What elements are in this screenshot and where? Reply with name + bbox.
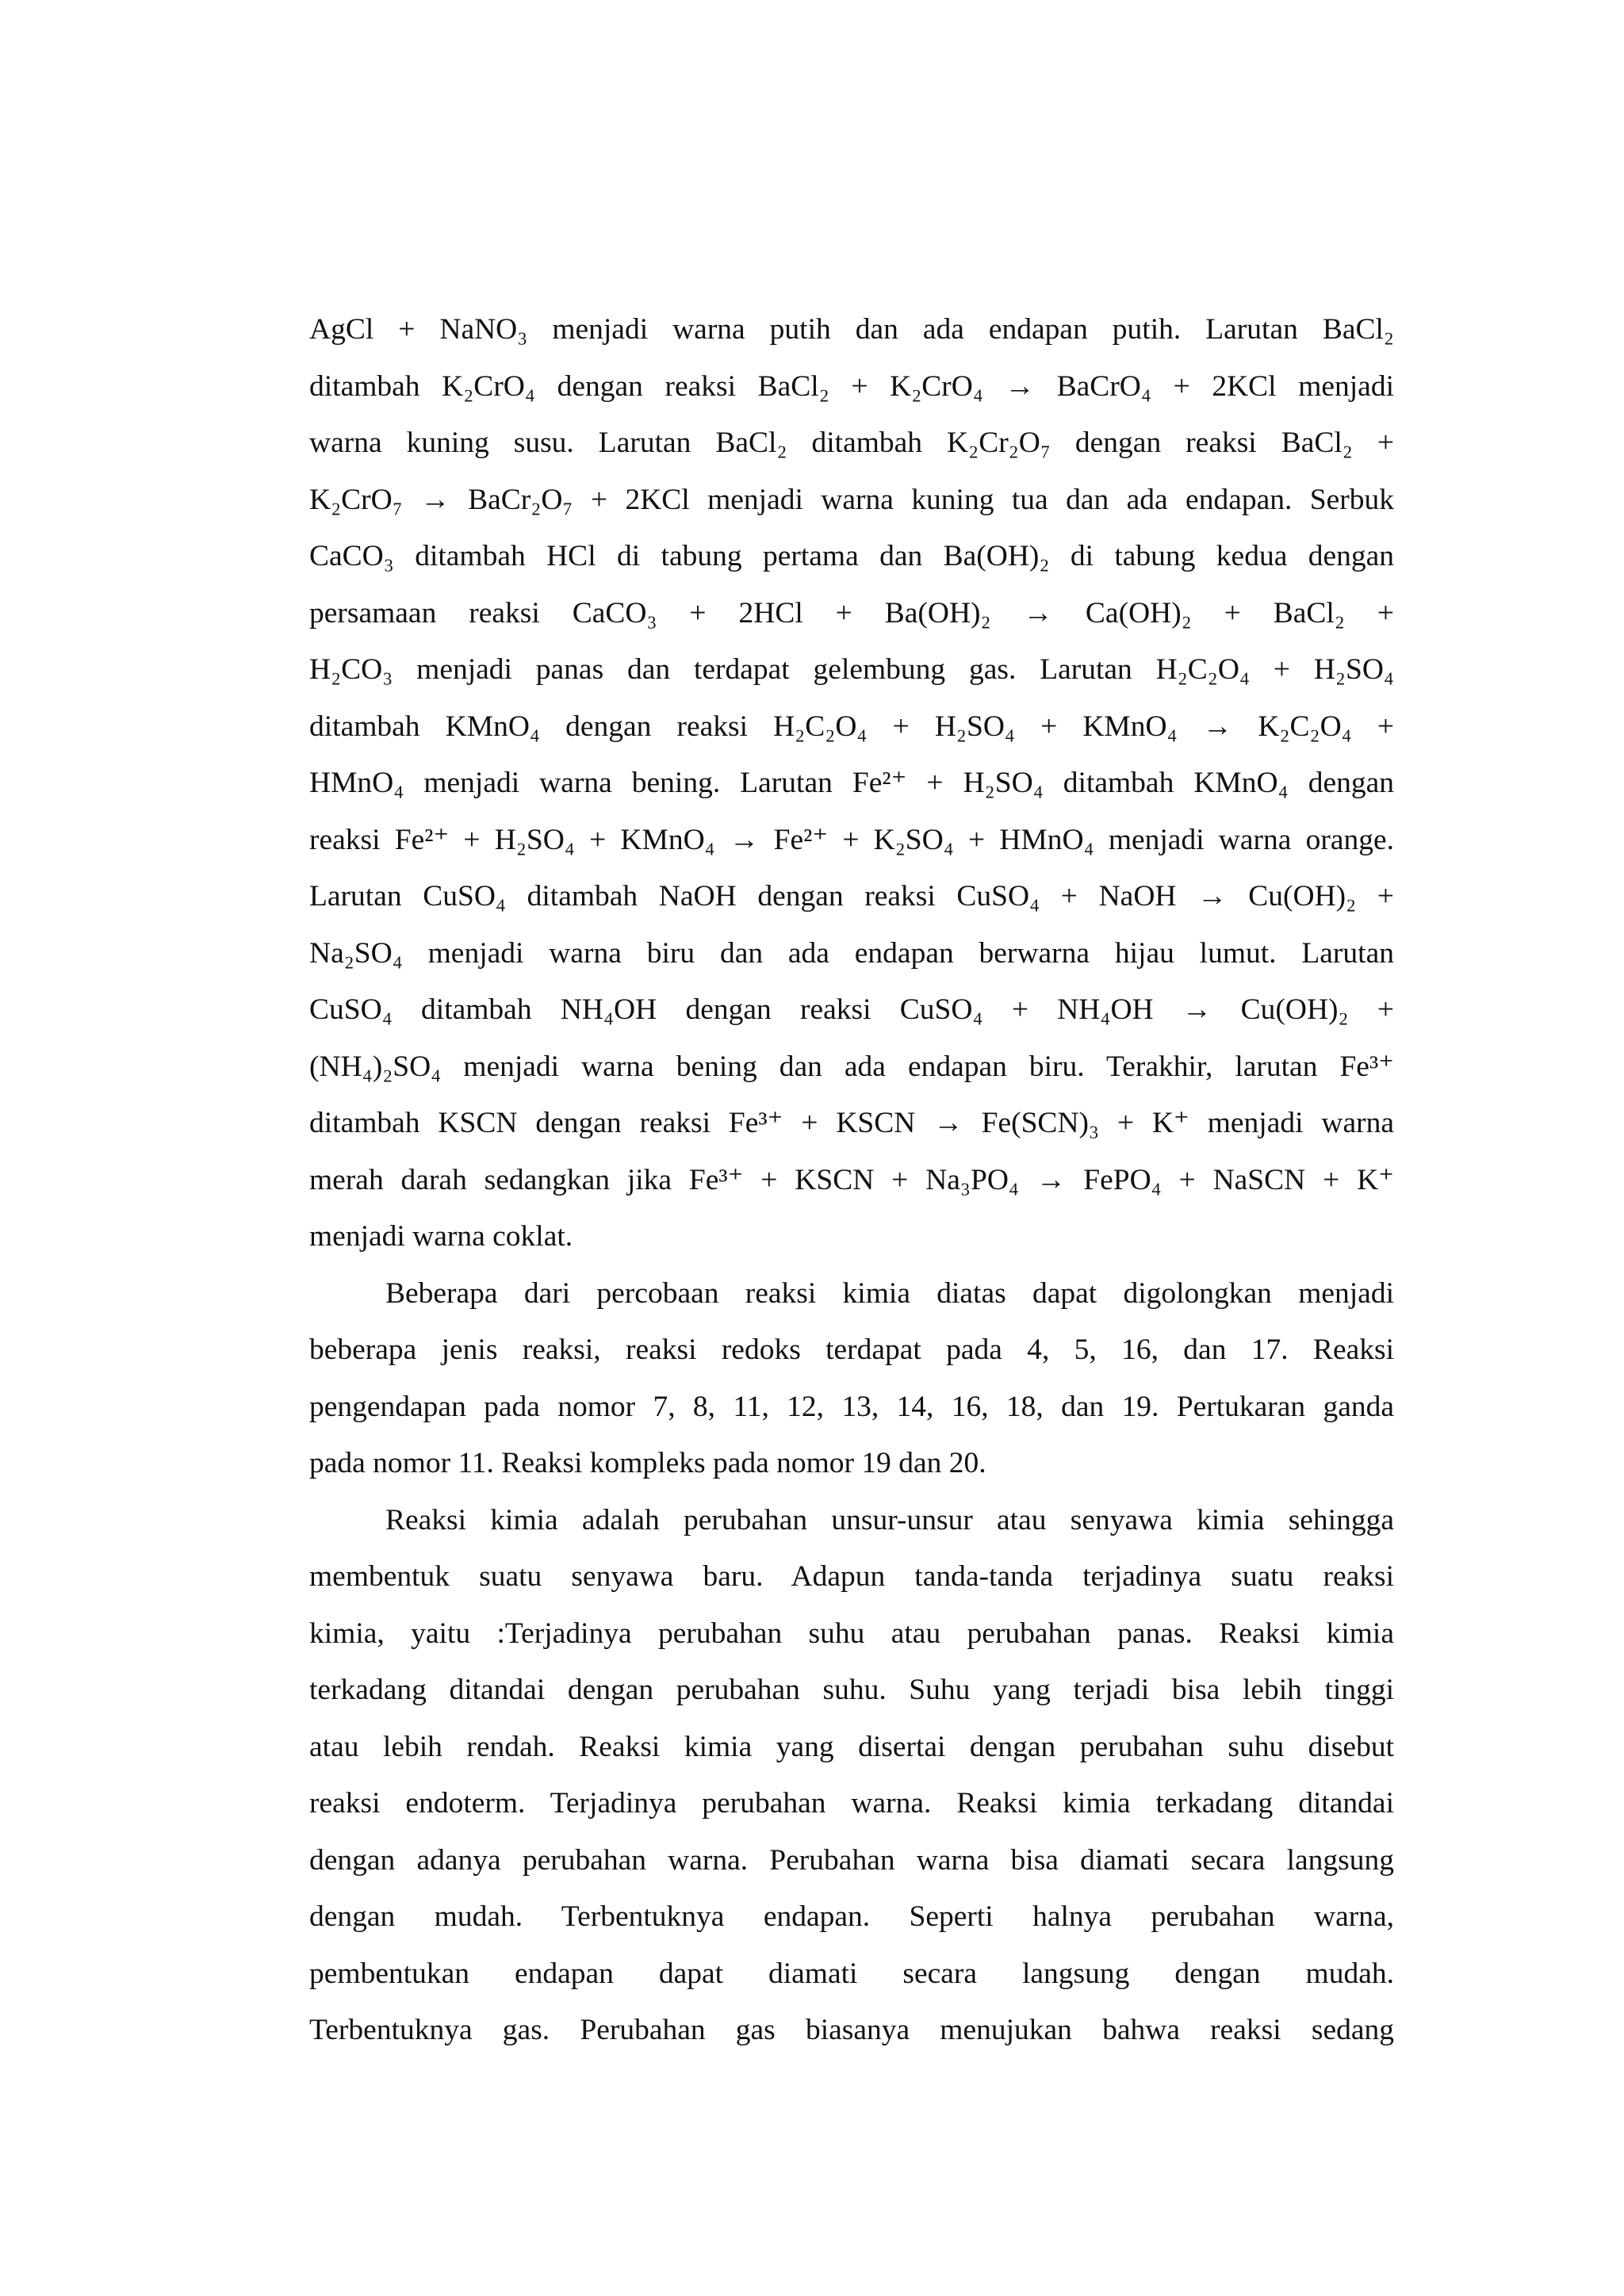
text-line: K₂CrO₇ → BaCr₂O₇ + 2KCl menjadi warna kuning tua dan ada endapan. Serbuk bbox=[309, 483, 1394, 516]
text-line: CuSO₄ ditambah NH₄OH dengan reaksi CuSO₄ + NH₄OH → Cu(OH)₂ + bbox=[309, 993, 1394, 1026]
text-line: Na₂SO₄ menjadi warna biru dan ada endapan berwarna hijau lumut. Larutan bbox=[309, 936, 1394, 970]
text-line: ditambah K₂CrO₄ dengan reaksi BaCl₂ + K₂CrO₄ → BaCrO₄ + 2KCl menjadi bbox=[309, 369, 1394, 403]
text-line: AgCl + NaNO₃ menjadi warna putih dan ada endapan putih. Larutan BaCl₂ bbox=[309, 313, 1394, 346]
text-line: menjadi warna coklat. bbox=[309, 1220, 573, 1253]
text-line: pengendapan pada nomor 7, 8, 11, 12, 13, 14, 16, 18, dan 19. Pertukaran ganda bbox=[309, 1390, 1394, 1423]
text-line: H₂CO₃ menjadi panas dan terdapat gelembung gas. Larutan H₂C₂O₄ + H₂SO₄ bbox=[309, 653, 1394, 686]
text-line: terkadang ditandai dengan perubahan suhu. Suhu yang terjadi bisa lebih tinggi bbox=[309, 1674, 1394, 1706]
text-line: kimia, yaitu :Terjadinya perubahan suhu atau perubahan panas. Reaksi kimia bbox=[309, 1617, 1394, 1650]
text-line: reaksi Fe²⁺ + H₂SO₄ + KMnO₄ → Fe²⁺ + K₂SO₄ + HMnO₄ menjadi warna orange. bbox=[309, 823, 1394, 856]
text-line: reaksi endoterm. Terjadinya perubahan warna. Reaksi kimia terkadang ditandai bbox=[309, 1787, 1394, 1820]
text-line: (NH₄)₂SO₄ menjadi warna bening dan ada endapan biru. Terakhir, larutan Fe³⁺ bbox=[309, 1050, 1394, 1083]
text-line: Beberapa dari percobaan reaksi kimia diatas dapat digolongkan menjadi bbox=[385, 1276, 1394, 1310]
text-line: CaCO₃ ditambah HCl di tabung pertama dan Ba(OH)₂ di tabung kedua dengan bbox=[309, 540, 1394, 572]
text-line: merah darah sedangkan jika Fe³⁺ + KSCN + Na₃PO₄ → FePO₄ + NaSCN + K⁺ bbox=[309, 1163, 1394, 1196]
text-line: ditambah KMnO₄ dengan reaksi H₂C₂O₄ + H₂SO₄ + KMnO₄ → K₂C₂O₄ + bbox=[309, 710, 1394, 743]
text-line: pembentukan endapan dapat diamati secara langsung dengan mudah. bbox=[309, 1957, 1394, 1990]
text-line: atau lebih rendah. Reaksi kimia yang disertai dengan perubahan suhu disebut bbox=[309, 1730, 1394, 1763]
text-line: beberapa jenis reaksi, reaksi redoks terdapat pada 4, 5, 16, dan 17. Reaksi bbox=[309, 1334, 1394, 1366]
text-line: ditambah KSCN dengan reaksi Fe³⁺ + KSCN → Fe(SCN)₃ + K⁺ menjadi warna bbox=[309, 1107, 1394, 1139]
text-line: pada nomor 11. Reaksi kompleks pada nomor 19 dan 20. bbox=[309, 1447, 986, 1479]
body-text bbox=[309, 301, 1394, 2059]
text-line: warna kuning susu. Larutan BaCl₂ ditambah K₂Cr₂O₇ dengan reaksi BaCl₂ + bbox=[309, 427, 1394, 459]
text-line: Larutan CuSO₄ ditambah NaOH dengan reaksi CuSO₄ + NaOH → Cu(OH)₂ + bbox=[309, 880, 1394, 913]
text-line: Terbentuknya gas. Perubahan gas biasanya menujukan bahwa reaksi sedang bbox=[309, 2014, 1394, 2046]
text-line: persamaan reaksi CaCO₃ + 2HCl + Ba(OH)₂ → Ca(OH)₂ + BaCl₂ + bbox=[309, 596, 1394, 629]
text-line: membentuk suatu senyawa baru. Adapun tanda-tanda terjadinya suatu reaksi bbox=[309, 1560, 1394, 1593]
text-line: dengan mudah. Terbentuknya endapan. Seperti halnya perubahan warna, bbox=[309, 1900, 1394, 1933]
text-line: dengan adanya perubahan warna. Perubahan warna bisa diamati secara langsung bbox=[309, 1843, 1394, 1877]
text-line: HMnO₄ menjadi warna bening. Larutan Fe²⁺ + H₂SO₄ ditambah KMnO₄ dengan bbox=[309, 767, 1394, 799]
text-line: Reaksi kimia adalah perubahan unsur-unsur atau senyawa kimia sehingga bbox=[385, 1503, 1394, 1536]
